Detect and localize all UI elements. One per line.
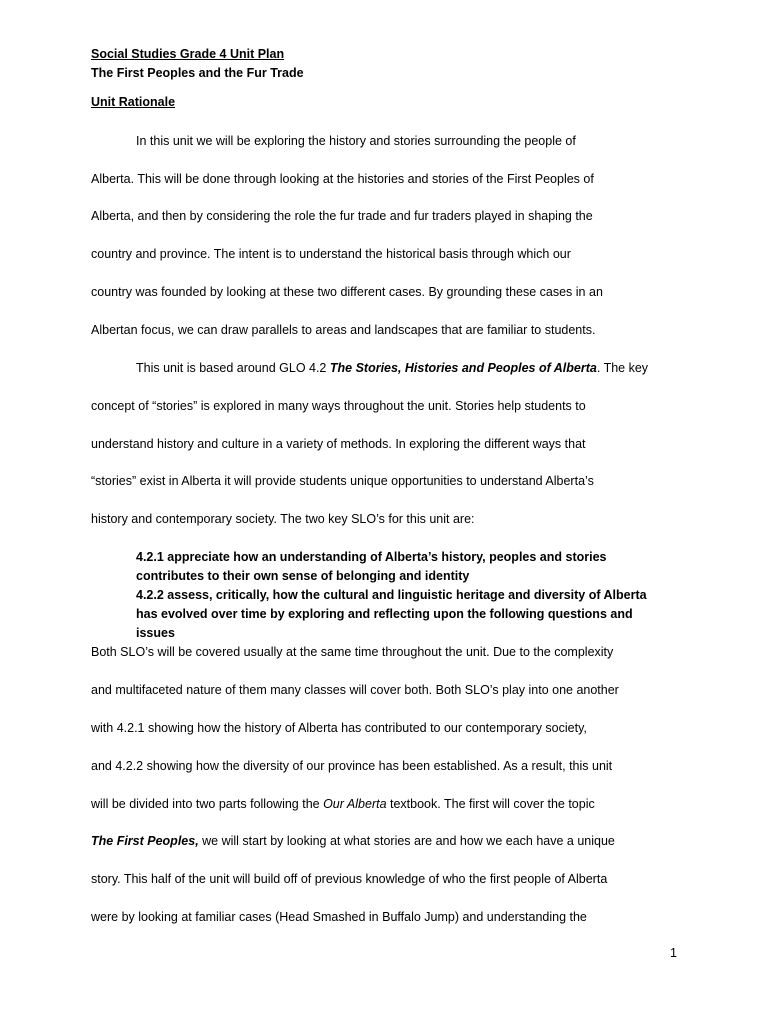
paragraph-line: were by looking at familiar cases (Head Smashed in Buffalo Jump) and understanding the xyxy=(91,910,587,924)
slo-2-line: has evolved over time by exploring and reflecting upon the following questions and xyxy=(136,607,633,621)
paragraph-line: “stories” exist in Alberta it will provide students unique opportunities to understand Alberta’s xyxy=(91,474,594,488)
textbook-intro-text: will be divided into two parts following the xyxy=(91,797,324,811)
glo-trailing-text: . The key xyxy=(596,361,649,375)
paragraph-line: country and province. The intent is to understand the historical basis through which our xyxy=(91,247,571,261)
page-number: 1 xyxy=(670,946,677,960)
glo-intro-text: This unit is based around GLO 4.2 xyxy=(136,361,330,375)
paragraph-line: country was founded by looking at these two different cases. By grounding these cases in an xyxy=(91,285,603,299)
paragraph-line: Both SLO’s will be covered usually at the same time throughout the unit. Due to the complexity xyxy=(91,645,614,659)
slo-2-line: issues xyxy=(136,626,175,640)
paragraph-line: concept of “stories” is explored in many ways throughout the unit. Stories help students to xyxy=(91,399,586,413)
paragraph-line xyxy=(91,833,615,849)
paragraph-line: In this unit we will be exploring the history and stories surrounding the people of xyxy=(136,134,576,148)
document-title: Social Studies Grade 4 Unit Plan xyxy=(91,47,285,61)
textbook-trailing-text: textbook. The first will cover the topic xyxy=(386,797,595,811)
paragraph-line: Alberta, and then by considering the role the fur trade and fur traders played in shaping the xyxy=(91,209,593,223)
glo-title: The Stories, Histories and Peoples of Alberta xyxy=(329,361,597,375)
slo-2-line: 4.2.2 assess, critically, how the cultural and linguistic heritage and diversity of Alberta xyxy=(136,588,647,602)
paragraph-line: Alberta. This will be done through looking at the histories and stories of the First Peoples of xyxy=(91,172,594,186)
paragraph-line: story. This half of the unit will build off of previous knowledge of who the first people of Alberta xyxy=(91,872,608,886)
paragraph-line: history and contemporary society. The two key SLO’s for this unit are: xyxy=(91,512,475,526)
paragraph-line xyxy=(91,796,595,812)
document-subtitle: The First Peoples and the Fur Trade xyxy=(91,66,304,80)
topic-title: The First Peoples, xyxy=(91,834,199,848)
paragraph-line xyxy=(136,360,648,376)
paragraph-line: with 4.2.1 showing how the history of Alberta has contributed to our contemporary society, xyxy=(91,721,587,735)
topic-trailing-text: we will start by looking at what stories are and how we each have a unique xyxy=(198,834,615,848)
section-heading: Unit Rationale xyxy=(91,95,176,109)
paragraph-line: Albertan focus, we can draw parallels to areas and landscapes that are familiar to students. xyxy=(91,323,596,337)
textbook-title: Our Alberta xyxy=(323,797,387,811)
slo-1-line: 4.2.1 appreciate how an understanding of Alberta’s history, peoples and stories xyxy=(136,550,607,564)
paragraph-line: understand history and culture in a variety of methods. In exploring the different ways that xyxy=(91,437,586,451)
paragraph-line: and multifaceted nature of them many classes will cover both. Both SLO’s play into one another xyxy=(91,683,619,697)
slo-1-line: contributes to their own sense of belonging and identity xyxy=(136,569,470,583)
paragraph-line: and 4.2.2 showing how the diversity of our province has been established. As a result, this unit xyxy=(91,759,613,773)
